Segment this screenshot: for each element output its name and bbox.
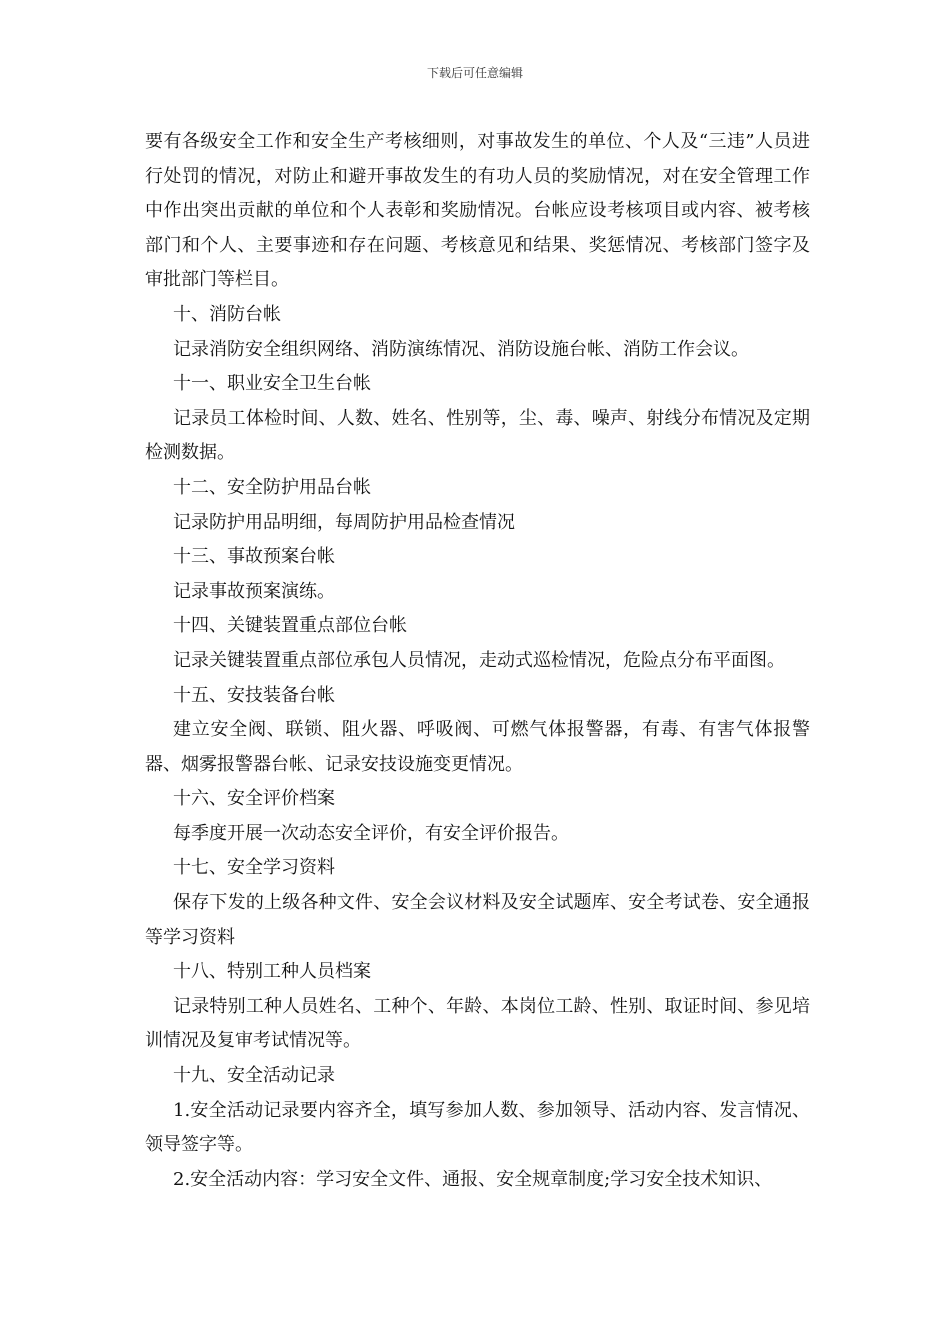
paragraph-special-worker-archive: 记录特别工种人员姓名、工种个、年龄、本岗位工龄、性别、取证时间、参见培训情况及复审考试情况等。 — [145, 995, 810, 1052]
paragraph-safety-evaluation-archive: 每季度开展一次动态安全评价，有安全评价报告。 — [173, 822, 569, 844]
paragraph-accident-plan-ledger: 记录事故预案演练。 — [173, 580, 335, 602]
heading-safety-evaluation-archive: 十六、安全评价档案 — [173, 788, 335, 810]
heading-fire-ledger: 十、消防台帐 — [173, 303, 281, 325]
paragraph-assessment-continuation: 要有各级安全工作和安全生产考核细则，对事故发生的单位、个人及“三违”人员进行处罚的情况，对防止和避开事故发生的有功人员的奖励情况，对在安全管理工作中作出突出贡献的单位和个人表彰和奖励情况。台帐应设考核项目或内容、被考核部门和个人、主要事迹和存在问题、考核意见和结果、奖惩情况、考核部门签字及审批部门等栏目。 — [145, 131, 810, 291]
heading-occupational-health-ledger: 十一、职业安全卫生台帐 — [173, 373, 371, 395]
heading-safety-study-materials: 十七、安全学习资料 — [173, 857, 335, 879]
heading-protective-equipment-ledger: 十二、安全防护用品台帐 — [173, 476, 371, 498]
paragraph-safety-activity-item-2: 2.安全活动内容：学习安全文件、通报、安全规章制度;学习安全技术知识、 — [173, 1168, 773, 1190]
heading-accident-plan-ledger: 十三、事故预案台帐 — [173, 546, 335, 568]
paragraph-occupational-health-ledger: 记录员工体检时间、人数、姓名、性别等，尘、毒、噪声、射线分布情况及定期检测数据。 — [145, 407, 810, 464]
heading-special-worker-archive: 十八、特别工种人员档案 — [173, 961, 371, 983]
heading-safety-equipment-ledger: 十五、安技装备台帐 — [173, 684, 335, 706]
paragraph-key-facility-ledger: 记录关键装置重点部位承包人员情况，走动式巡检情况，危险点分布平面图。 — [173, 649, 785, 671]
paragraph-safety-activity-item-1: 1.安全活动记录要内容齐全，填写参加人数、参加领导、活动内容、发言情况、领导签字等。 — [145, 1099, 810, 1156]
paragraph-safety-study-materials: 保存下发的上级各种文件、安全会议材料及安全试题库、安全考试卷、安全通报等学习资料 — [145, 892, 810, 948]
paragraph-safety-equipment-ledger: 建立安全阀、联锁、阻火器、呼吸阀、可燃气体报警器，有毒、有害气体报警器、烟雾报警器台帐、记录安技设施变更情况。 — [145, 719, 810, 775]
heading-safety-activity-record: 十九、安全活动记录 — [173, 1065, 335, 1087]
page-header: 下载后可任意编辑 — [426, 66, 523, 80]
paragraph-protective-equipment-ledger: 记录防护用品明细，每周防护用品检查情况 — [173, 511, 515, 533]
paragraph-fire-ledger: 记录消防安全组织网络、消防演练情况、消防设施台帐、消防工作会议。 — [173, 338, 749, 360]
document-body — [145, 125, 810, 1197]
heading-key-facility-ledger: 十四、关键装置重点部位台帐 — [173, 615, 407, 637]
